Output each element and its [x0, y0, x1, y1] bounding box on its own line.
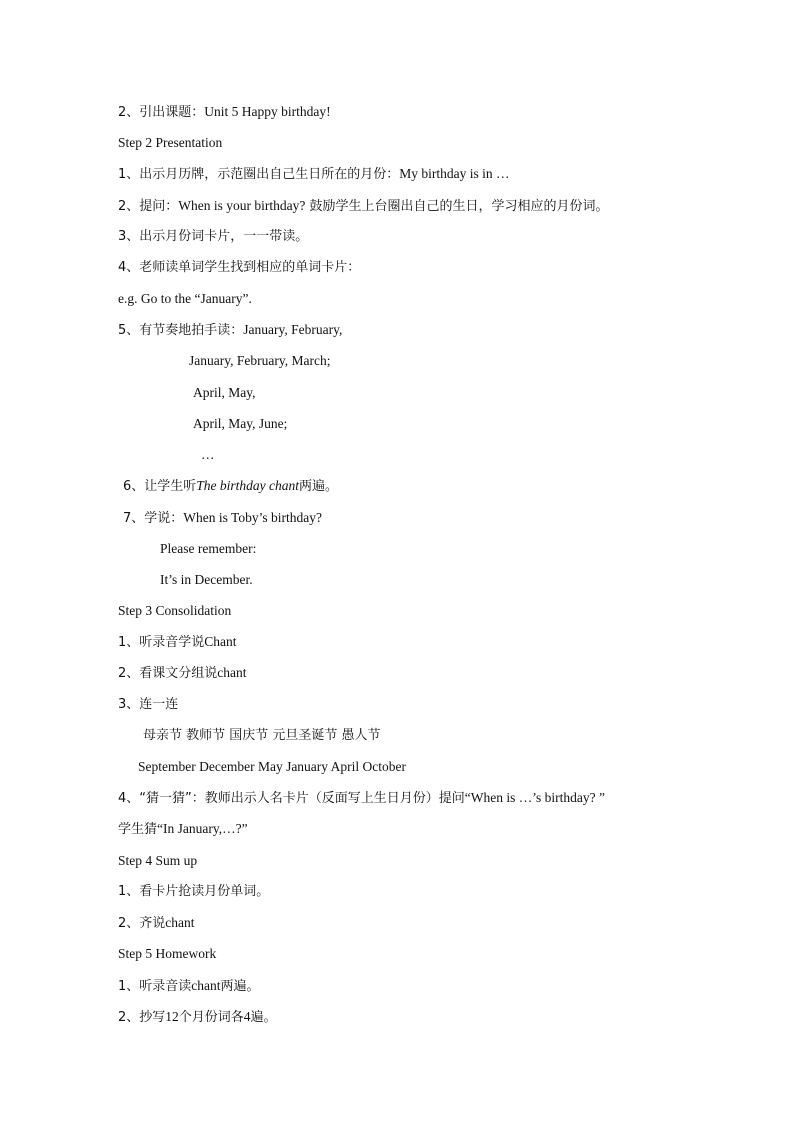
lesson-topic-line: [118, 103, 331, 122]
student-guess-line: [118, 820, 248, 839]
text: 4: [243, 1009, 251, 1024]
step5-item-1: [118, 977, 260, 996]
step4-item-2: [118, 914, 195, 933]
text: 2、看课文分组说: [118, 666, 218, 681]
text: 2、抄写: [118, 1010, 166, 1025]
chant-line-2: April, May,: [193, 385, 256, 400]
step4-heading: Step 4 Sum up: [118, 853, 198, 868]
text: 1、听录音学说: [118, 635, 205, 650]
text: 2、引出课题：: [118, 105, 205, 120]
text: January, February,: [243, 322, 343, 337]
festivals-line: 母亲节 教师节 国庆节 元旦圣诞节 愚人节: [143, 728, 381, 743]
text: 2、提问：: [118, 199, 179, 214]
text: 1、听录音读: [118, 979, 192, 994]
chant-line-3: April, May, June;: [193, 416, 288, 431]
text: Unit 5 Happy birthday!: [204, 104, 331, 119]
text: My birthday is in …: [399, 166, 510, 181]
step2-heading: Step 2 Presentation: [118, 135, 223, 150]
text: 7、学说：: [123, 511, 184, 526]
chant-line-1: January, February, March;: [189, 353, 331, 368]
step2-item-4: 4、老师读单词学生找到相应的单词卡片：: [118, 260, 361, 275]
text: The birthday chant: [196, 478, 300, 493]
text: 1、出示月历牌，示范圈出自己生日所在的月份：: [118, 167, 400, 182]
text: 两遍。: [220, 979, 260, 994]
text: 12: [165, 1009, 179, 1024]
text: chant: [217, 665, 247, 680]
text: chant: [165, 915, 195, 930]
step3-item-3: 3、连一连: [118, 697, 179, 712]
text: 两遍。: [299, 479, 339, 494]
step2-item-6: [123, 477, 338, 496]
step2-item-2: [118, 197, 609, 216]
step2-item-3: 3、出示月份词卡片，一一带读。: [118, 229, 309, 244]
text: 6、让学生听: [123, 479, 197, 494]
text: When is Toby’s birthday?: [183, 510, 322, 525]
text: 5、有节奏地拍手读：: [118, 323, 244, 338]
text: “When is …’s birthday? ”: [464, 790, 605, 805]
text: 个月份词各: [178, 1010, 244, 1025]
step2-item-7: [123, 509, 322, 528]
text: 2、齐说: [118, 916, 166, 931]
step3-heading: Step 3 Consolidation: [118, 603, 232, 618]
text: 遍。: [250, 1010, 277, 1025]
text: Chant: [204, 634, 237, 649]
step4-item-1: 1、看卡片抢读月份单词。: [118, 884, 270, 899]
text: chant: [191, 978, 221, 993]
months-line: September December May January April October: [138, 759, 407, 774]
example-line: e.g. Go to the “January”.: [118, 291, 252, 306]
step3-item-1: [118, 633, 237, 652]
step3-item-4: [118, 789, 605, 808]
chant-ellipsis: …: [201, 447, 215, 462]
step2-item-5: [118, 321, 342, 340]
text: 学生猜: [118, 822, 158, 837]
text: 鼓励学生上台圈出自己的生日，学习相应的月份词。: [305, 199, 609, 214]
december-line: It’s in December.: [160, 572, 253, 587]
text: 4、“猜一猜”：教师出示人名卡片（反面写上生日月份）提问: [118, 791, 465, 806]
remember-line: Please remember:: [160, 541, 257, 556]
step5-item-2: [118, 1008, 277, 1027]
step5-heading: Step 5 Homework: [118, 946, 217, 961]
step3-item-2: [118, 664, 247, 683]
step2-item-1: [118, 165, 510, 184]
text: When is your birthday?: [178, 198, 306, 213]
text: “In January,…?”: [157, 821, 248, 836]
